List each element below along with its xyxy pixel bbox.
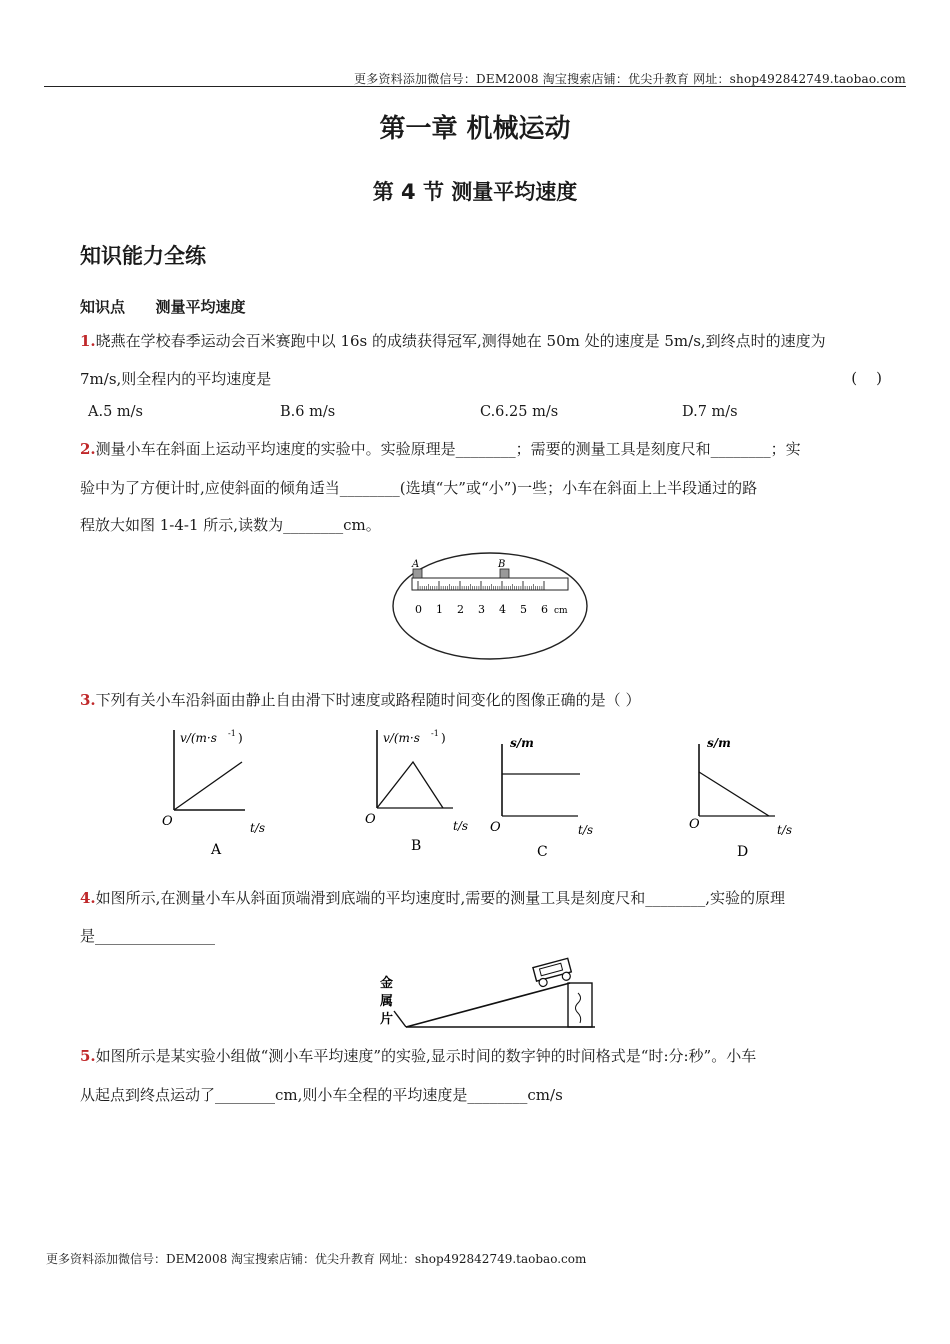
- q3-text1: 下列有关小车沿斜面由静止自由滑下时速度或路程随时间变化的图像正确的是（ ）: [95, 691, 641, 709]
- support-squiggle: [576, 993, 581, 1023]
- q1-number: 1.: [80, 332, 96, 350]
- graph-a-origin: O: [162, 814, 173, 829]
- graph-c-ylabel: s/m: [510, 736, 534, 750]
- q4-line2: 是________________: [80, 927, 216, 945]
- q5-line2: 从起点到终点运动了________cm,则小车全程的平均速度是________cm/s: [80, 1086, 563, 1104]
- graph-a-ylabel-exp: -1: [228, 729, 236, 738]
- graph-b-ylabel-close: ): [441, 731, 446, 745]
- block-heading: 知识能力全练: [80, 244, 206, 268]
- ruler-number: 4: [499, 603, 506, 616]
- q1-option-c: C.6.25 m/s: [480, 404, 559, 420]
- cart-marker-b: [500, 569, 509, 578]
- graph-b-line: [377, 762, 443, 808]
- q2-number: 2.: [80, 440, 96, 458]
- ruler-number: 3: [478, 603, 485, 616]
- graph-a-line: [174, 762, 242, 810]
- q3-line1: [80, 690, 640, 710]
- graph-b-origin: O: [365, 812, 376, 827]
- page-header-text: 更多资料添加微信号：DEM2008 淘宝搜索店铺：优尖升教育 网址：shop492842749.taobao.com: [354, 72, 906, 86]
- graph-c-xlabel: t/s: [578, 823, 594, 837]
- graph-a-ylabel-close: ): [238, 731, 243, 745]
- header-divider: [44, 86, 906, 87]
- q2-line2: 验中为了方便计时,应使斜面的倾角适当________(选填“大”或“小”)一些；小车在斜面上上半段通过的路: [80, 479, 758, 497]
- q5-line1: [80, 1046, 756, 1066]
- incline-figure: [370, 955, 610, 1035]
- page-footer-text: 更多资料添加微信号：DEM2008 淘宝搜索店铺：优尖升教育 网址：shop492842749.taobao.com: [46, 1252, 587, 1266]
- metal-plate-label-3: 片: [380, 1012, 394, 1027]
- mark-label-a: A: [412, 559, 420, 570]
- graph-c-label: C: [537, 844, 548, 860]
- q2-line1: [80, 439, 801, 459]
- q4-text1: 如图所示,在测量小车从斜面顶端滑到底端的平均速度时,需要的测量工具是刻度尺和________,实验的原理: [95, 889, 785, 907]
- q1-option-d: D.7 m/s: [682, 404, 738, 420]
- q4-number: 4.: [80, 889, 96, 907]
- graph-d-line: [699, 772, 769, 816]
- graph-d-ylabel: s/m: [707, 736, 731, 750]
- chapter-title: 第一章 机械运动: [379, 114, 571, 144]
- ruler-body: [412, 578, 568, 590]
- metal-plate: [394, 1011, 406, 1027]
- ruler-numbers: [415, 603, 548, 616]
- ruler-number: 1: [436, 603, 443, 616]
- ruler-number: 6: [541, 603, 548, 616]
- graph-a-xlabel: t/s: [250, 821, 266, 835]
- ruler-number: 0: [415, 603, 422, 616]
- graph-b: [355, 722, 485, 862]
- graph-d-origin: O: [689, 817, 700, 832]
- graph-c: [480, 728, 610, 868]
- metal-plate-label-1: 金: [380, 976, 394, 991]
- q5-number: 5.: [80, 1047, 96, 1065]
- q1-line1: [80, 331, 826, 351]
- knowledge-point-heading: 知识点 测量平均速度: [80, 298, 246, 316]
- ruler-number: 2: [457, 603, 464, 616]
- q2-text1: 测量小车在斜面上运动平均速度的实验中。实验原理是________；需要的测量工具是刻度尺和________；实: [95, 440, 801, 458]
- incline-surface: [406, 983, 570, 1027]
- graph-d-label: D: [737, 844, 749, 860]
- graph-b-xlabel: t/s: [453, 819, 469, 833]
- graph-b-ylabel-exp: -1: [431, 729, 439, 738]
- graph-a-label: A: [211, 842, 222, 858]
- q4-line1: [80, 888, 785, 908]
- q1-option-b: B.6 m/s: [280, 404, 336, 420]
- graph-a-ylabel: v/(m·s: [180, 731, 217, 745]
- section-title: 第 4 节 测量平均速度: [372, 180, 578, 204]
- graph-d: [677, 728, 807, 868]
- graph-b-ylabel: v/(m·s: [383, 731, 420, 745]
- metal-plate-label-2: 属: [380, 994, 394, 1009]
- q3-number: 3.: [80, 691, 96, 709]
- q2-line3: 程放大如图 1-4-1 所示,读数为________cm。: [80, 516, 381, 534]
- mark-label-b: B: [498, 559, 506, 570]
- q1-line2: 7m/s,则全程内的平均速度是: [80, 370, 272, 388]
- q1-text1: 晓燕在学校春季运动会百米赛跑中以 16s 的成绩获得冠军,测得她在 50m 处的速度是 5m/s,到终点时的速度为: [95, 332, 826, 350]
- q1-option-a: A.5 m/s: [88, 404, 143, 420]
- graph-c-origin: O: [490, 820, 501, 835]
- graph-d-xlabel: t/s: [777, 823, 793, 837]
- q1-answer-paren: ( ): [851, 369, 882, 387]
- ruler-figure: [390, 550, 590, 662]
- ruler-number: 5: [520, 603, 527, 616]
- graph-b-label: B: [411, 838, 422, 854]
- q5-text1: 如图所示是某实验小组做“测小车平均速度”的实验,显示时间的数字钟的时间格式是“时:分:秒”。小车: [95, 1047, 757, 1065]
- ruler-ticks: [418, 581, 544, 590]
- ruler-unit: cm: [554, 606, 568, 616]
- support-block: [568, 983, 592, 1027]
- graph-a: [150, 722, 280, 862]
- cart-marker-a: [413, 569, 422, 578]
